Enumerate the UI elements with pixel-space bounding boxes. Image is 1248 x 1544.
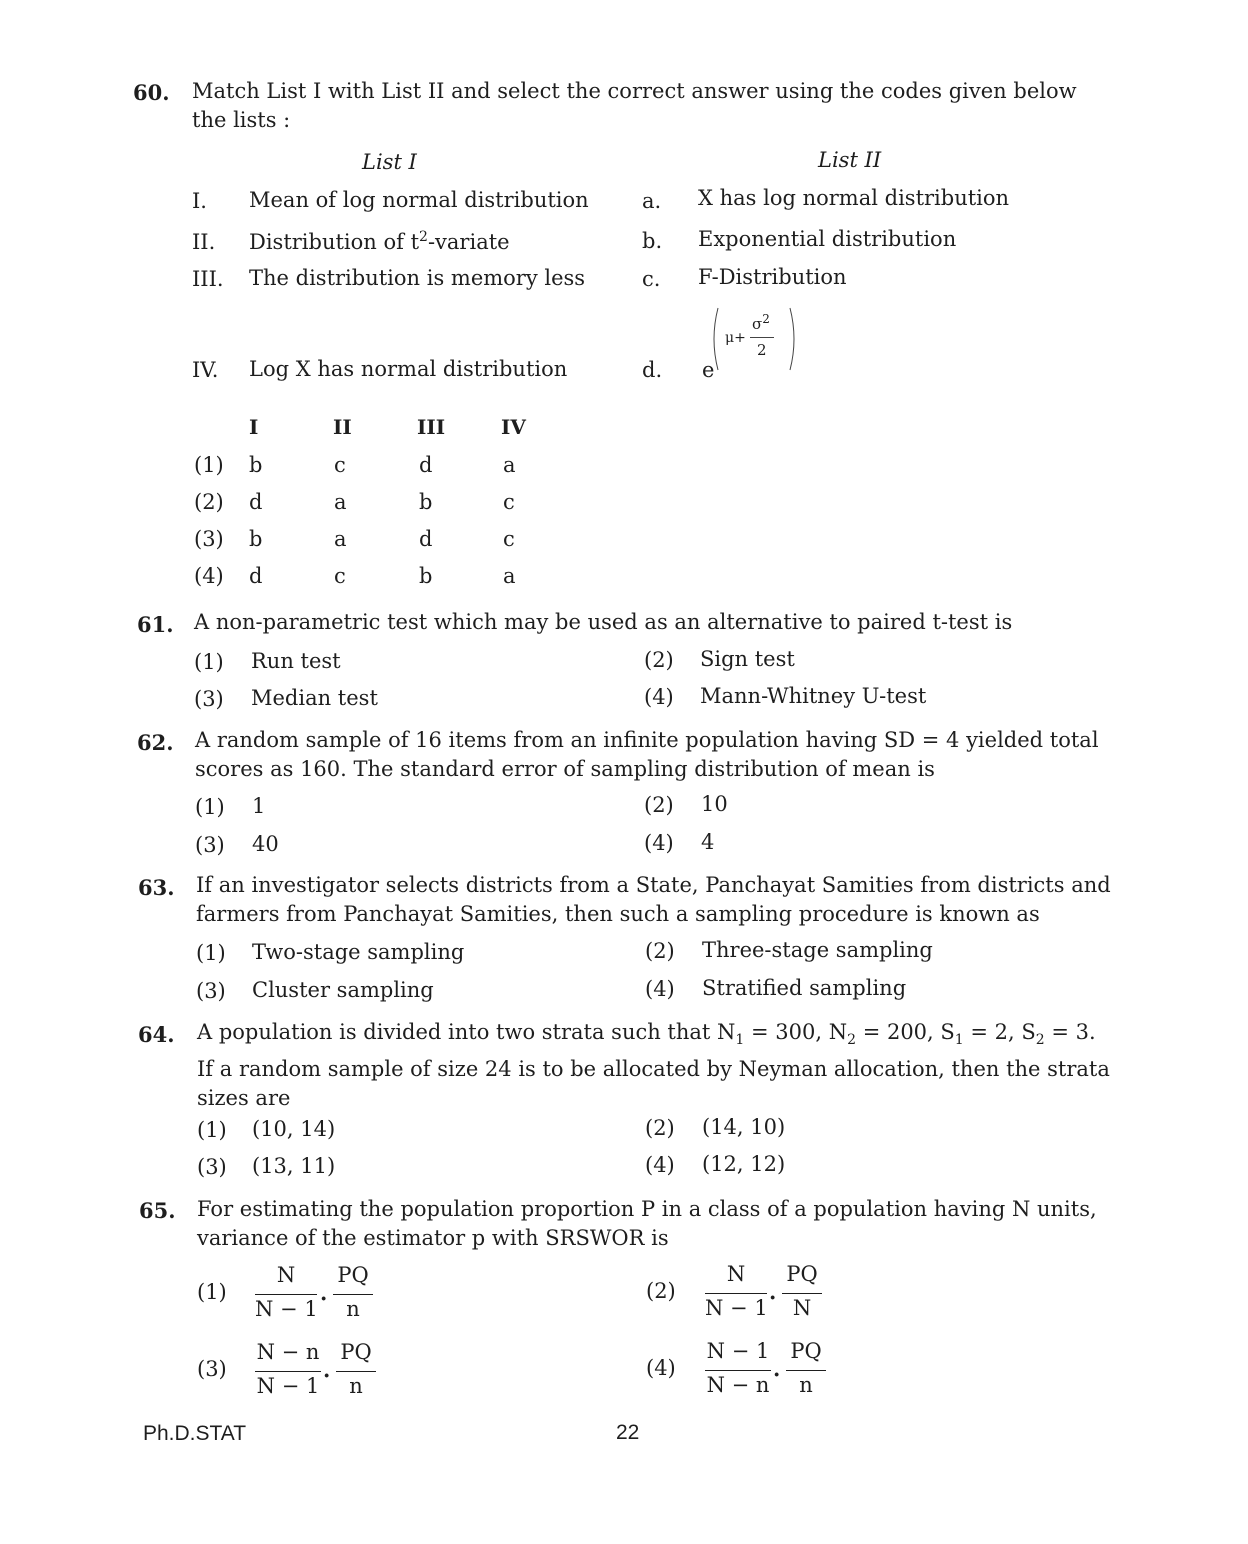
list2-item: Exponential distribution [698, 227, 957, 251]
option-text: Cluster sampling [252, 978, 434, 1002]
denominator: N [792, 1296, 812, 1320]
option-label: (4) [644, 685, 674, 709]
list1-item: Log X has normal distribution [249, 357, 568, 381]
text-part: A population is divided into two strata such that N [197, 1020, 736, 1044]
denominator: N − 1 [255, 1297, 318, 1321]
code-label: (3) [194, 527, 224, 551]
list1-roman: IV. [192, 358, 219, 382]
option-text: (10, 14) [252, 1117, 336, 1141]
fraction-bar [705, 1370, 771, 1371]
option-text: (12, 12) [702, 1152, 786, 1176]
code-label: (2) [194, 490, 224, 514]
fraction [705, 1339, 771, 1403]
mu-plus: μ+ [725, 330, 746, 346]
text-part: = 300, N [744, 1020, 848, 1044]
e-base: e [702, 358, 715, 382]
list2-letter: a. [642, 189, 662, 213]
fraction-bar [255, 1294, 317, 1295]
denominator: n [346, 1297, 360, 1321]
exponent: 2 [419, 229, 428, 245]
list1-item-tail: -variate [427, 230, 510, 254]
list1-item: Mean of log normal distribution [249, 188, 589, 212]
numerator: PQ [340, 1340, 372, 1364]
numerator: N − 1 [706, 1339, 770, 1363]
option-label: (4) [645, 977, 675, 1001]
question-text: A non-parametric test which may be used as an alternative to paired t-test is [194, 610, 1013, 634]
option-label: (2) [644, 793, 674, 817]
list2-item: X has log normal distribution [698, 186, 1010, 210]
code-header: I [249, 415, 259, 439]
multiply-dot: · [773, 1362, 781, 1387]
fraction-bar [255, 1371, 321, 1372]
option-label: (1) [197, 1280, 227, 1304]
fraction-bar [705, 1293, 767, 1294]
question-number: 60. [133, 80, 170, 105]
numerator: N [726, 1262, 746, 1286]
question-number: 64. [138, 1022, 175, 1047]
list1-roman: II. [192, 230, 216, 254]
list2-title: List II [818, 148, 882, 172]
fraction [255, 1340, 321, 1404]
question-text [197, 1018, 1113, 1113]
option-text: 1 [252, 794, 266, 818]
code-value: a [503, 453, 516, 477]
option-text: (14, 10) [702, 1115, 786, 1139]
fraction [786, 1339, 826, 1403]
list2-item: F-Distribution [698, 265, 847, 289]
list1-title: List I [362, 150, 417, 174]
option-text: 40 [252, 832, 279, 856]
sigma [752, 312, 770, 333]
option-label: (2) [646, 1279, 676, 1303]
sigma-power: 2 [762, 312, 770, 326]
option-label: (2) [645, 1116, 675, 1140]
numerator: PQ [790, 1339, 822, 1363]
option-text: Sign test [700, 647, 795, 671]
numerator: N [276, 1263, 296, 1287]
option-text: Two-stage sampling [252, 940, 465, 964]
fraction-bar [333, 1294, 373, 1295]
code-header: III [417, 415, 446, 439]
fraction [782, 1262, 822, 1326]
subscript: 2 [847, 1032, 857, 1049]
code-value: c [334, 453, 346, 477]
option-text: 4 [701, 830, 715, 854]
option-text: (13, 11) [252, 1154, 336, 1178]
list1-item: The distribution is memory less [249, 266, 586, 290]
code-value: d [419, 453, 433, 477]
code-value: b [249, 453, 263, 477]
option-label: (3) [195, 833, 225, 857]
code-value: a [334, 527, 347, 551]
fraction [705, 1262, 767, 1326]
code-label: (4) [194, 564, 224, 588]
option-label: (3) [197, 1357, 227, 1381]
denominator: n [799, 1373, 813, 1397]
option-label: (1) [197, 1118, 227, 1142]
list1-roman: I. [192, 189, 207, 213]
sigma-denominator: 2 [757, 341, 767, 359]
multiply-dot: · [320, 1286, 328, 1311]
question-text: For estimating the population proportion P in a class of a population having N units, variance of the estimator p with SRSWOR is [197, 1197, 1097, 1250]
option-label: (2) [645, 939, 675, 963]
exam-code: Ph.D.STAT [143, 1422, 247, 1445]
text-part: = 3. If a random sample of size 24 is to be allocated by Neyman allocation, then the strata sizes are [197, 1020, 1110, 1111]
fraction-bar [336, 1371, 376, 1372]
list2-letter: b. [642, 229, 663, 253]
list2-letter: c. [642, 267, 661, 291]
option-label: (1) [195, 795, 225, 819]
text-part: = 200, S [856, 1020, 955, 1044]
option-label: (4) [645, 1153, 675, 1177]
fraction [255, 1263, 317, 1327]
list1-item-text: Distribution of t [249, 230, 420, 254]
fraction-bar [750, 337, 774, 338]
option-label: (4) [646, 1356, 676, 1380]
question-number: 62. [137, 730, 174, 755]
numerator: PQ [786, 1262, 818, 1286]
fraction [336, 1340, 376, 1404]
code-value: c [503, 490, 515, 514]
option-text: Three-stage sampling [702, 938, 933, 962]
denominator: N − 1 [705, 1296, 768, 1320]
option-label: (1) [194, 650, 224, 674]
code-header: II [333, 415, 352, 439]
question-number: 63. [138, 875, 175, 900]
option-text: 10 [701, 792, 728, 816]
question-number: 61. [137, 612, 174, 637]
numerator: N − n [256, 1340, 320, 1364]
code-value: c [503, 527, 515, 551]
numerator: PQ [337, 1263, 369, 1287]
option-label: (3) [197, 1155, 227, 1179]
denominator: N − n [706, 1373, 770, 1397]
code-value: b [249, 527, 263, 551]
denominator: n [349, 1374, 363, 1398]
code-value: b [419, 490, 433, 514]
list2-letter: d. [642, 358, 663, 382]
denominator: N − 1 [256, 1374, 320, 1398]
option-label: (4) [644, 831, 674, 855]
code-header: IV [501, 415, 526, 439]
option-label: (3) [196, 979, 226, 1003]
fraction-bar [786, 1370, 826, 1371]
option-text: Stratified sampling [702, 976, 907, 1000]
text-part: = 2, S [963, 1020, 1036, 1044]
question-number: 65. [139, 1198, 176, 1223]
subscript: 1 [735, 1032, 745, 1049]
option-text: Mann-Whitney U-test [700, 684, 927, 708]
fraction-bar [782, 1293, 822, 1294]
option-text: Median test [251, 686, 378, 710]
code-value: d [249, 490, 263, 514]
question-text: A random sample of 16 items from an infinite population having SD = 4 yielded total scores as 160. The standard error of sampling distribution of mean is [195, 728, 1099, 781]
option-label: (3) [194, 687, 224, 711]
sigma-symbol: σ [752, 315, 763, 333]
exponential-formula [698, 300, 808, 390]
code-value: d [419, 527, 433, 551]
question-text: Match List I with List II and select the correct answer using the codes given below the lists : [192, 79, 1077, 132]
question-text: If an investigator selects districts from a State, Panchayat Samities from districts and farmers from Panchayat Samities, then such a sampling procedure is known as [196, 873, 1111, 926]
code-value: a [334, 490, 347, 514]
page-number: 22 [616, 1421, 640, 1444]
option-label: (2) [644, 648, 674, 672]
code-label: (1) [194, 453, 224, 477]
subscript: 2 [1035, 1032, 1045, 1049]
code-value: a [503, 564, 516, 588]
option-text: Run test [251, 649, 341, 673]
subscript: 1 [954, 1032, 964, 1049]
multiply-dot: · [769, 1285, 777, 1310]
code-value: d [249, 564, 263, 588]
fraction [333, 1263, 373, 1327]
list1-roman: III. [192, 267, 224, 291]
multiply-dot: · [323, 1363, 331, 1388]
list1-item [249, 229, 510, 254]
code-value: b [419, 564, 433, 588]
option-label: (1) [196, 941, 226, 965]
code-value: c [334, 564, 346, 588]
